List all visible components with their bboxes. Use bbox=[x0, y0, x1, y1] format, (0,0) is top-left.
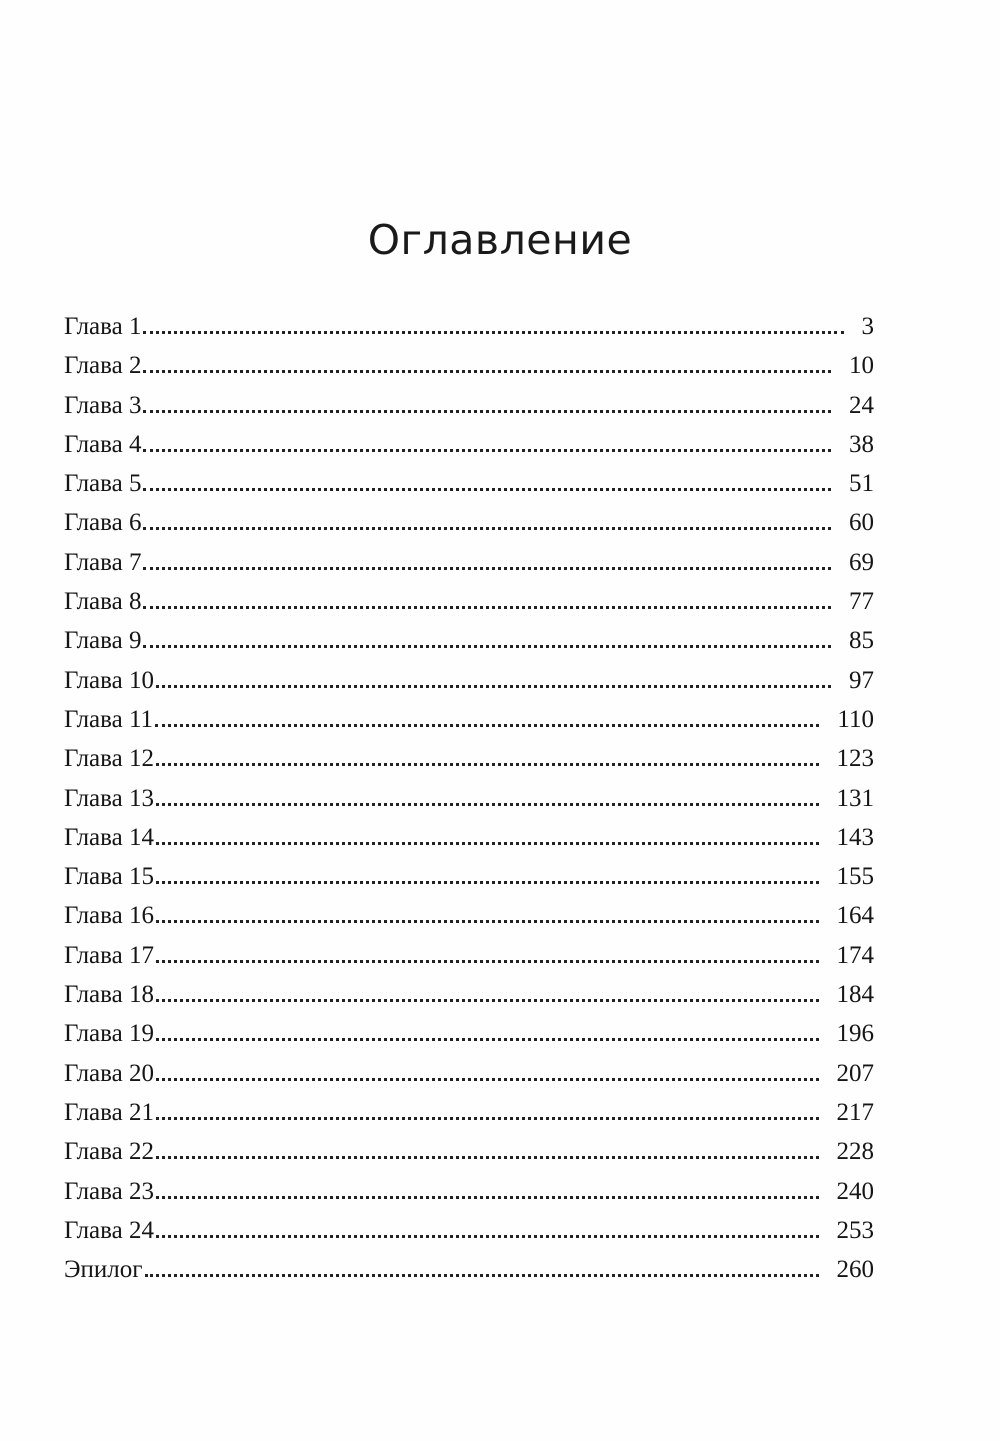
toc-entry-page-number: 97 bbox=[849, 666, 874, 694]
toc-entry bbox=[64, 627, 874, 666]
dot-leader bbox=[156, 1078, 819, 1081]
toc-entry-label: Глава 17 bbox=[64, 941, 154, 969]
toc-entry-page-number: 240 bbox=[836, 1177, 874, 1205]
dot-leader bbox=[143, 370, 831, 373]
dot-leader bbox=[156, 1038, 819, 1041]
toc-entry-label: Глава 14 bbox=[64, 823, 154, 851]
toc-entry-page-number: 24 bbox=[849, 391, 874, 419]
table-of-contents bbox=[64, 313, 874, 1295]
toc-entry-page-number: 51 bbox=[849, 470, 874, 498]
toc-entry-label: Глава 4 bbox=[64, 430, 142, 458]
toc-entry bbox=[64, 392, 874, 431]
toc-entry-label: Глава 15 bbox=[64, 863, 154, 891]
toc-entry-label: Глава 18 bbox=[64, 981, 154, 1009]
toc-entry bbox=[64, 509, 874, 548]
toc-entry-page-number: 217 bbox=[836, 1098, 874, 1126]
toc-entry bbox=[64, 706, 874, 745]
toc-entry bbox=[64, 1060, 874, 1099]
toc-entry-label: Глава 8 bbox=[64, 588, 142, 616]
dot-leader bbox=[156, 960, 819, 963]
toc-entry bbox=[64, 1217, 874, 1256]
toc-entry-label: Глава 21 bbox=[64, 1098, 154, 1126]
dot-leader bbox=[155, 724, 819, 727]
dot-leader bbox=[156, 999, 819, 1002]
toc-entry-page-number: 123 bbox=[836, 745, 874, 773]
toc-entry-page-number: 164 bbox=[836, 902, 874, 930]
toc-entry bbox=[64, 1256, 874, 1295]
toc-entry bbox=[64, 470, 874, 509]
toc-entry-label: Глава 10 bbox=[64, 666, 154, 694]
toc-entry-label: Глава 13 bbox=[64, 784, 154, 812]
toc-entry bbox=[64, 352, 874, 391]
toc-entry-label: Эпилог bbox=[64, 1256, 143, 1284]
toc-entry-page-number: 155 bbox=[836, 863, 874, 891]
toc-entry bbox=[64, 981, 874, 1020]
toc-entry-label: Глава 19 bbox=[64, 1020, 154, 1048]
toc-entry-page-number: 207 bbox=[836, 1059, 874, 1087]
toc-entry-label: Глава 16 bbox=[64, 902, 154, 930]
toc-entry-label: Глава 23 bbox=[64, 1177, 154, 1205]
toc-entry bbox=[64, 824, 874, 863]
toc-entry bbox=[64, 549, 874, 588]
toc-entry bbox=[64, 1099, 874, 1138]
toc-entry-label: Глава 9 bbox=[64, 627, 142, 655]
toc-entry-page-number: 60 bbox=[849, 509, 874, 537]
toc-entry-label: Глава 24 bbox=[64, 1216, 154, 1244]
toc-entry-label: Глава 11 bbox=[64, 705, 154, 733]
page-title: Оглавление bbox=[367, 216, 633, 264]
toc-entry bbox=[64, 863, 874, 902]
dot-leader bbox=[156, 842, 819, 845]
toc-entry-page-number: 184 bbox=[836, 981, 874, 1009]
dot-leader bbox=[156, 1117, 819, 1120]
dot-leader bbox=[143, 410, 831, 413]
dot-leader bbox=[143, 488, 831, 491]
dot-leader bbox=[156, 881, 819, 884]
toc-entry bbox=[64, 1138, 874, 1177]
toc-entry-label: Глава 6 bbox=[64, 509, 142, 537]
dot-leader bbox=[145, 1274, 819, 1277]
dot-leader bbox=[143, 606, 831, 609]
toc-entry-label: Глава 5 bbox=[64, 470, 142, 498]
toc-entry-page-number: 77 bbox=[849, 588, 874, 616]
toc-entry bbox=[64, 1178, 874, 1217]
dot-leader bbox=[143, 645, 831, 648]
toc-entry-page-number: 131 bbox=[836, 784, 874, 812]
toc-entry-label: Глава 20 bbox=[64, 1059, 154, 1087]
toc-entry bbox=[64, 313, 874, 352]
toc-entry bbox=[64, 785, 874, 824]
toc-entry bbox=[64, 1020, 874, 1059]
toc-entry-page-number: 174 bbox=[836, 941, 874, 969]
toc-entry-page-number: 228 bbox=[836, 1138, 874, 1166]
toc-entry bbox=[64, 942, 874, 981]
toc-entry-page-number: 110 bbox=[837, 705, 874, 733]
toc-entry bbox=[64, 745, 874, 784]
dot-leader bbox=[156, 1235, 819, 1238]
dot-leader bbox=[156, 685, 831, 688]
dot-leader bbox=[143, 449, 831, 452]
toc-entry-page-number: 253 bbox=[836, 1216, 874, 1244]
toc-entry bbox=[64, 588, 874, 627]
dot-leader bbox=[156, 803, 819, 806]
toc-entry-page-number: 85 bbox=[849, 627, 874, 655]
dot-leader bbox=[156, 1156, 819, 1159]
toc-entry-page-number: 3 bbox=[861, 313, 874, 340]
dot-leader bbox=[143, 527, 831, 530]
toc-entry-label: Глава 7 bbox=[64, 548, 142, 576]
toc-entry-page-number: 260 bbox=[836, 1256, 874, 1284]
toc-entry bbox=[64, 431, 874, 470]
toc-entry-label: Глава 2 bbox=[64, 352, 142, 380]
toc-entry bbox=[64, 902, 874, 941]
dot-leader bbox=[156, 763, 819, 766]
toc-entry-page-number: 196 bbox=[836, 1020, 874, 1048]
toc-entry-page-number: 10 bbox=[849, 352, 874, 380]
toc-entry bbox=[64, 667, 874, 706]
toc-entry-label: Глава 3 bbox=[64, 391, 142, 419]
toc-entry-label: Глава 12 bbox=[64, 745, 154, 773]
dot-leader bbox=[143, 567, 831, 570]
toc-entry-label: Глава 1 bbox=[64, 313, 142, 340]
toc-entry-page-number: 38 bbox=[849, 430, 874, 458]
toc-entry-label: Глава 22 bbox=[64, 1138, 154, 1166]
dot-leader bbox=[156, 920, 819, 923]
toc-entry-page-number: 143 bbox=[836, 823, 874, 851]
toc-entry-page-number: 69 bbox=[849, 548, 874, 576]
dot-leader bbox=[156, 1196, 819, 1199]
dot-leader bbox=[143, 331, 843, 334]
